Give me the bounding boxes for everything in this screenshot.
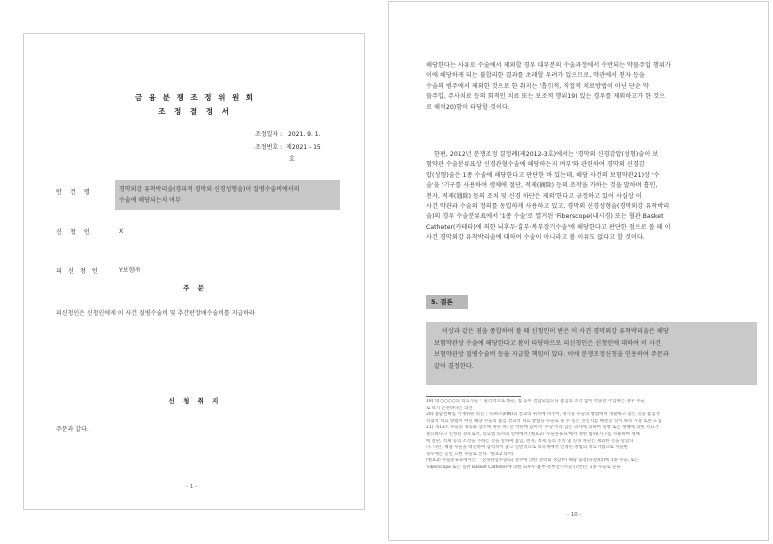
- paragraph-2-line: 한편, 2012년 분쟁조정 결정례(제2012-3호)에서는 '경막외 신경감압(성형)술이 보: [434, 151, 659, 158]
- paragraph-2-line: 험약관 수술분류표상 신경관혈수술에 해당하는지 여부'와 관련하여 경막외 신경감: [426, 161, 645, 169]
- footnote-line: 에 절단, 적제 등의 조작을 가하는 것을 말하며 흡입, 천자, 적제 등의 조치 및 신경 차단은 제외한 것을 말합니: [426, 438, 634, 444]
- paragraph-2-line: 사건 경막외강 유착박리술에 대하여 수술이 아니라고 볼 이유도 없다고 할 것이다.: [426, 234, 645, 242]
- footnote-line: 'Fiberscope 또는 혈관 Basket Catheter에 의한 뇌후두·흉부·복부장기수술'(7번)은 1종 수술로 분류: [426, 464, 621, 470]
- footnote-line: 필요하다고 인정된 경우로서, 의료법 의사의 면허에서 (별표2) '수술분류표'에서 정한 범위(기구를 사용하여 생체: [426, 431, 640, 437]
- purpose-text: 주문과 같다.: [56, 426, 89, 433]
- case-name-label: 안 건 명: [56, 189, 93, 196]
- paragraph-2-line: 압(성형)술은 1종 수술에 해당한다고 판단한 바 있는데, 해당 사건의 보험약관21)상 '수: [426, 171, 660, 179]
- mediation-date-value: 2021. 9. 1.: [288, 131, 321, 138]
- footnote-line: 20) 종합결확립 기재위원 의견 : '피하조(PIN)의 결과의 위치에 비추어, 정식을 수술의 방법에서 개괄하고 있는 것을 흡입적: [426, 412, 660, 418]
- footnote-line: 경우에는 동일 요한 수술로 본다. '별표2 의미): [426, 451, 514, 457]
- footnote-line: 19) 대 ○○○○의 의료가술 : '물리적으로 바늘, 침 등이 결합되었으나 흡입의 조각 없이 약물만 주입하는 경우 수술: [426, 399, 645, 404]
- organization-title: 금 융 분 쟁 조 정 위 원 회: [134, 93, 256, 102]
- footnote-line: 직접적 치료 방법이 아닌 해당 수술의 흡입 결과적 치료 방법을 수술로 볼 수 있는 것인지를 해결할 것이 따라 가장 토론 도입: [426, 418, 662, 424]
- paragraph-1-line: 해당한다는 사유로 수술에서 제외할 경우 대부분의 수술과정에서 수반되는 약물주입 행위가: [426, 62, 671, 69]
- applicant-value: X: [119, 228, 124, 235]
- paragraph-2-line: 천자, 적제(遇除) 등의 조치 및 신경 차단은 제외'한다고 규정하고 있어 사실상 이: [426, 192, 642, 200]
- footnotes: [426, 399, 757, 472]
- respondent-label: 피 신 청 인: [56, 268, 100, 275]
- mediation-number-suffix: 호: [289, 156, 295, 163]
- mediation-date: [255, 130, 321, 139]
- case-name-line-1: 경막외강 유착박리술(경피적 경막외 신경성형술)이 질병수술비에서의: [119, 186, 300, 193]
- paragraph-1-line: 로 해석20)함이 타당할 것이다.: [426, 103, 510, 111]
- conclusion-line: 이상과 같은 점을 종합하여 볼 때 신청인이 받은 이 사건 경막외강 유착박리술은 해당: [442, 328, 669, 335]
- order-text: 피신청인은 신청인에게 이 사건 질병수술비 및 추간판장애수술비를 지급하라: [56, 310, 255, 317]
- mediation-number: [255, 143, 321, 152]
- footnote-line: 21) 개13조 수술의 정의와 장소에 따른 바: 본 약관에 있어서 '수술'이라 함은 의사에 의하여 질병 또는 재해에 의한 치료가: [426, 425, 659, 431]
- conclusion-heading: 5. 결론: [426, 295, 468, 309]
- paragraph-2-line: 술)의 경우 수술분류표에서 '1종 수술'로 열거된 'Fiberscope(내시경) 또는 혈관 Basket: [426, 213, 664, 221]
- case-name-box: [115, 180, 340, 210]
- case-name-line-2: 수술에 해당되는지 여부: [119, 197, 181, 204]
- respondent-value: Y보험㈜: [119, 267, 141, 274]
- paragraph-2-line: 사건 약관과 수술의 정의를 동일하게 사용하고 있고, 경막외 신경성형술(경막외강 유착박리: [426, 203, 670, 211]
- conclusion-box: [426, 322, 757, 385]
- footnote-line: 다. 다만, 해당 수술을 대신하여 합리적이 높고 일반적으로 의학계에서 인정된 방법의 치료기법으로 시술한: [426, 445, 628, 451]
- footnote-line: 로 보기 곤란하다는 의견: [426, 405, 473, 411]
- paragraph-2: [426, 150, 762, 244]
- paragraph-1-line: 물주입, 주사치료 등의 회적인 치료 또는 보조적 행위19) 있는 경우를 제외하고가 한 것으: [426, 93, 666, 101]
- conclusion-line: 보험약관상 수술에 해당한다고 봄이 타당하므로 피신청인은 신청인에 대하여 이 사건: [434, 339, 661, 347]
- paragraph-1-line: 수술의 범주에서 제외한 것으로 한 취지는 '흡引적, 직접적 치료방법이 아닌 단순 약: [426, 82, 649, 90]
- paragraph-2-line: 술'을 '기구를 사용하여 생체에 절단, 적제(摘除) 등의 조작을 가하는 것을 말하며 흡인,: [426, 182, 658, 190]
- page-number: - 10 -: [567, 512, 582, 518]
- paragraph-1: [426, 61, 762, 113]
- footnote-divider: [426, 396, 521, 397]
- document-page-1: [23, 33, 365, 510]
- paragraph-1-line: 이에 해당하게 되는 불합리한 결과를 초래할 우려가 있으므로, 약관에서 천자 등을: [426, 72, 645, 80]
- page-number: - 1 -: [186, 484, 197, 490]
- conclusion-line: 보험약관상 질병수술비 등을 지급할 책임이 있다. 이에 분쟁조정신청을 인용하여 주문과: [434, 351, 669, 358]
- document-title: 조 정 결 정 서: [158, 107, 232, 116]
- footnote-line: (별표2) 수술분류표에서는 「신경관혈수술(뇌 절수에 의한 경막외 경감)이 해당 흡강(유강)(5)에 1종 수술, 또는: [426, 458, 639, 464]
- conclusion-line: 같이 결정한다.: [434, 362, 474, 370]
- mediation-date-label: 조정일자 :: [255, 131, 283, 138]
- mediation-number-label: 조정번호 :: [255, 144, 283, 151]
- mediation-number-value: 제2021 - 15: [286, 144, 321, 151]
- conclusion-text: [426, 322, 757, 372]
- purpose-heading: 신 청 취 지: [168, 397, 222, 405]
- paragraph-2-line: Catheter(카테타)에 의한 뇌후두·흉부·복부장기수술'에 해당한다고 판단한 점으로 볼 때 이: [426, 223, 671, 231]
- document-page-10: [388, 1, 769, 541]
- applicant-label: 신 청 인: [56, 229, 93, 236]
- order-heading: 주 문: [183, 284, 207, 292]
